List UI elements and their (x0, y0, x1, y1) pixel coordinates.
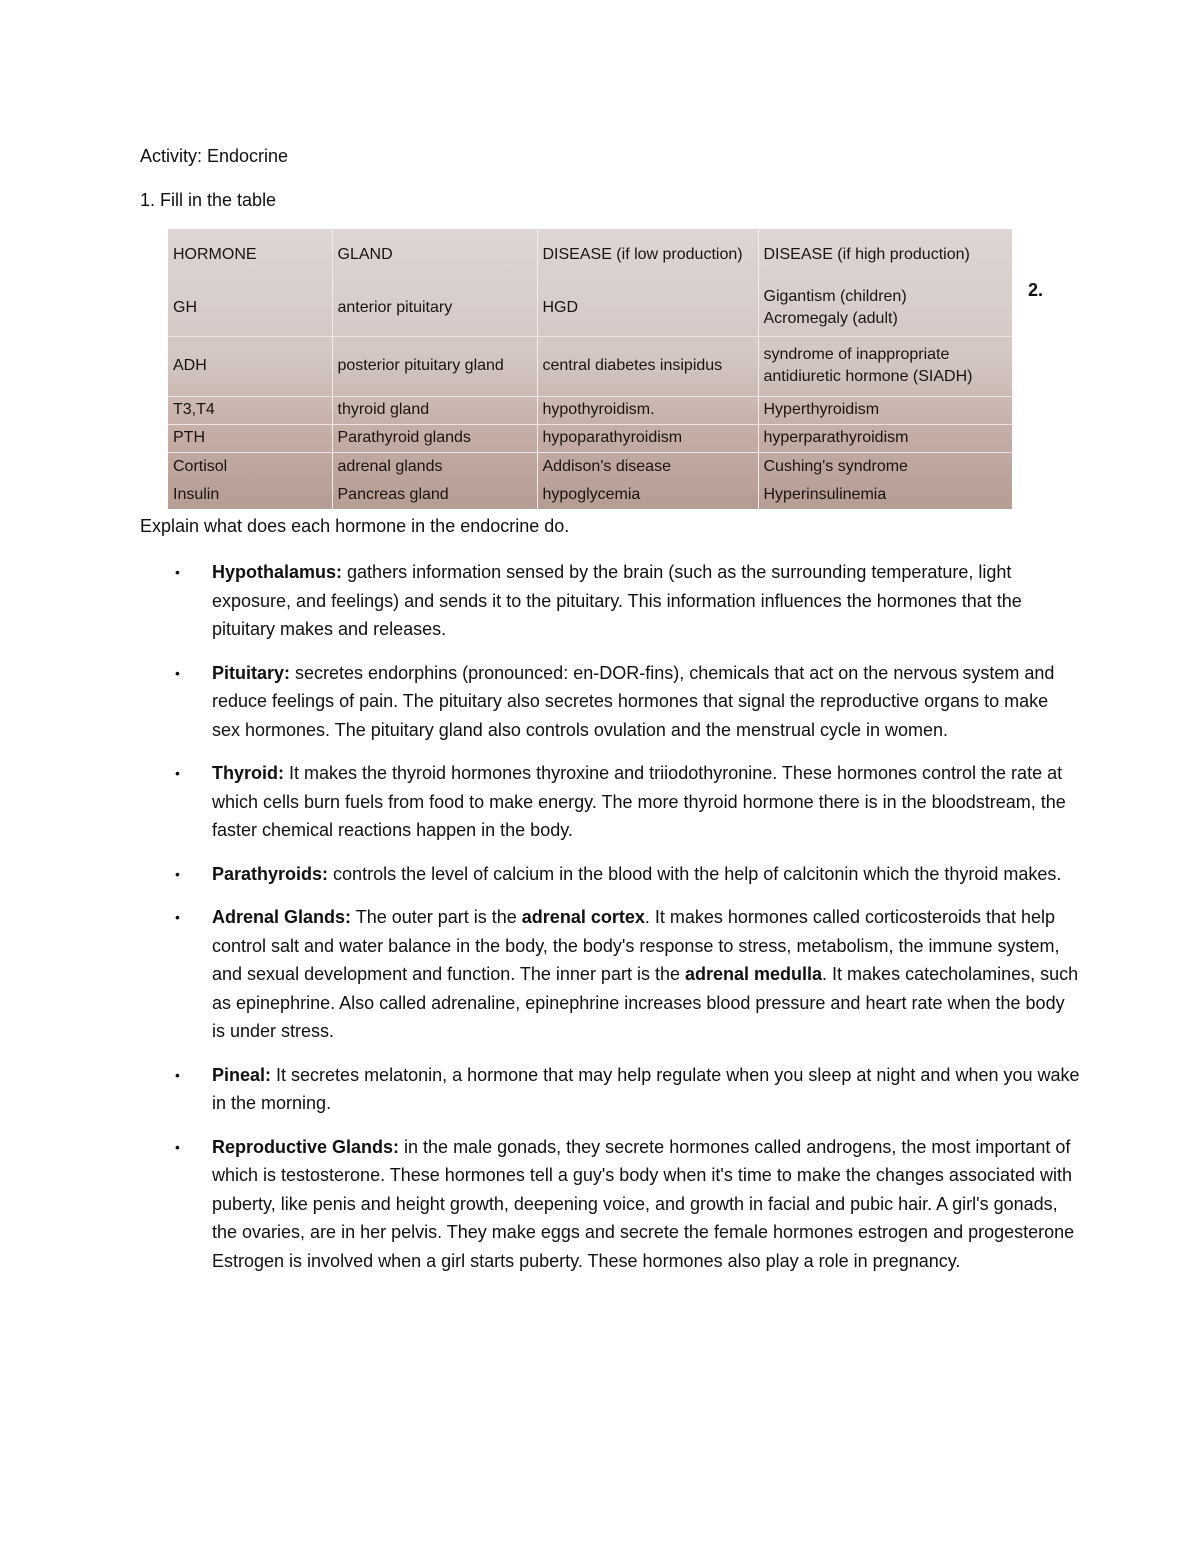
bullet-icon: • (175, 1138, 180, 1155)
header-cell-gland: GLAND (332, 229, 537, 281)
item-text: It makes the thyroid hormones thyroxine and triiodothyronine. These hormones control the rate at which cells burn fuels from food to make energy. The more thyroid hormone there is in the bloodstream, the faster chemical reactions happen in the body. (212, 763, 1066, 840)
cell-low: hypoglycemia (537, 481, 758, 509)
list-item (0, 759, 1200, 845)
cell-high-line: antidiuretic hormone (SIADH) (763, 368, 973, 385)
item-text: It secretes melatonin, a hormone that may help regulate when you sleep at night and when you wake in the morning. (212, 1064, 1080, 1113)
list-item (0, 1061, 1200, 1118)
table-row (168, 396, 1012, 424)
item-text: . It makes hormones called corticosteroids that help control salt and water balance in the body, the body's response to stress, metabolism, the immune system, and sexual development and function. The inner part is the (212, 907, 1060, 984)
item-text: . It makes catecholamines, such as epinephrine. Also called adrenaline, epinephrine increases blood pressure and heart rate when the body is under stress. (212, 964, 1079, 1041)
table-header-row (168, 229, 1012, 281)
cell-high: Cushing's syndrome (763, 457, 908, 475)
cell-low: hypoparathyroidism (537, 424, 758, 452)
cell-gland: thyroid gland (332, 396, 537, 424)
item-text: in the male gonads, they secrete hormones called androgens, the most important of which is testosterone. These hormones tell a guy's body when it's time to make the changes associated with puberty, like penis and height growth, deepening voice, and growth in facial and pubic hair. A girl's gonads, the ovaries, are in her pelvis. They make eggs and secrete the female hormones estrogen and progesterone Estrogen is involved when a girl starts puberty. These hormones also play a role in pregnancy. (212, 1136, 1075, 1271)
cell-hormone: ADH (168, 336, 332, 396)
cell-high-line: syndrome of inappropriate (763, 346, 950, 363)
hormone-explanation-list (0, 558, 1200, 1290)
table-row (168, 452, 1012, 481)
bullet-icon: • (175, 765, 180, 781)
cell-low: HGD (537, 281, 758, 336)
header-cell-high: DISEASE (if high production) (763, 246, 970, 263)
item-bold-term: adrenal cortex (521, 907, 645, 927)
cell-hormone: Cortisol (168, 452, 332, 481)
item-text: The outer part is the (351, 907, 522, 927)
table-instruction: 1. Fill in the table (140, 190, 277, 210)
header-cell-hormone: HORMONE (168, 229, 332, 281)
cell-high-line: Acromegaly (adult) (763, 310, 898, 328)
cell-gland: anterior pituitary (332, 281, 537, 336)
item-term: Hypothalamus: (212, 562, 343, 582)
item-term: Parathyroids: (212, 863, 329, 884)
cell-high (758, 281, 1012, 336)
list-item (0, 903, 1200, 1046)
bullet-icon: • (175, 865, 180, 882)
table-row (168, 481, 1012, 509)
item-text: secretes endorphins (pronounced: en-DOR-fins), chemicals that act on the nervous system and reduce feelings of pain. The pituitary also secretes hormones that signal the reproductive organs to make sex hormones. The pituitary gland also controls ovulation and the menstrual cycle in women. (212, 662, 1055, 740)
cell-gland: Parathyroid glands (332, 424, 537, 452)
cell-high (758, 336, 1012, 396)
cell-high: Hyperthyroidism (758, 396, 1012, 424)
bullet-icon: • (175, 564, 180, 580)
cell-high: Hyperinsulinemia (763, 486, 887, 503)
page-title: Activity: Endocrine (140, 146, 289, 166)
item-bold-term: adrenal medulla (684, 964, 823, 984)
bullet-icon: • (175, 1066, 180, 1083)
table-row (168, 424, 1012, 452)
question-number: 2. (1028, 280, 1044, 300)
table-row (168, 336, 1012, 396)
cell-hormone: T3,T4 (168, 396, 332, 424)
cell-hormone: Insulin (168, 481, 332, 509)
item-term: Reproductive Glands: (212, 1136, 400, 1157)
bullet-icon: • (175, 909, 180, 925)
header-cell-low: DISEASE (if low production) (537, 229, 758, 281)
item-text: controls the level of calcium in the blood with the help of calcitonin which the thyroid makes. (328, 863, 1062, 884)
item-text: gathers information sensed by the brain (such as the surrounding temperature, light exposure, and feelings) and sends it to the pituitary. This information influences the hormones that the pituitary makes and releases. (212, 562, 1022, 639)
table-row (168, 281, 1012, 336)
cell-gland: adrenal glands (332, 452, 537, 481)
list-item (0, 659, 1200, 745)
item-term: Pituitary: (212, 662, 291, 683)
cell-gland: posterior pituitary gland (332, 336, 537, 396)
bullet-icon: • (175, 664, 180, 681)
list-item (0, 1133, 1200, 1276)
hormone-table (168, 229, 1012, 509)
cell-low: Addison's disease (537, 452, 758, 481)
list-item (0, 558, 1200, 644)
item-term: Adrenal Glands: (212, 907, 352, 927)
cell-high: hyperparathyroidism (758, 424, 1012, 452)
cell-high-line: Gigantism (children) (763, 288, 907, 306)
item-term: Pineal: (212, 1064, 272, 1085)
cell-hormone: PTH (168, 424, 332, 452)
cell-hormone: GH (168, 281, 332, 336)
cell-low: hypothyroidism. (537, 396, 758, 424)
item-term: Thyroid: (212, 763, 284, 783)
cell-low: central diabetes insipidus (537, 336, 758, 396)
explain-prompt: Explain what does each hormone in the endocrine do. (140, 516, 570, 536)
list-item (0, 860, 1200, 889)
cell-gland: Pancreas gland (332, 481, 537, 509)
